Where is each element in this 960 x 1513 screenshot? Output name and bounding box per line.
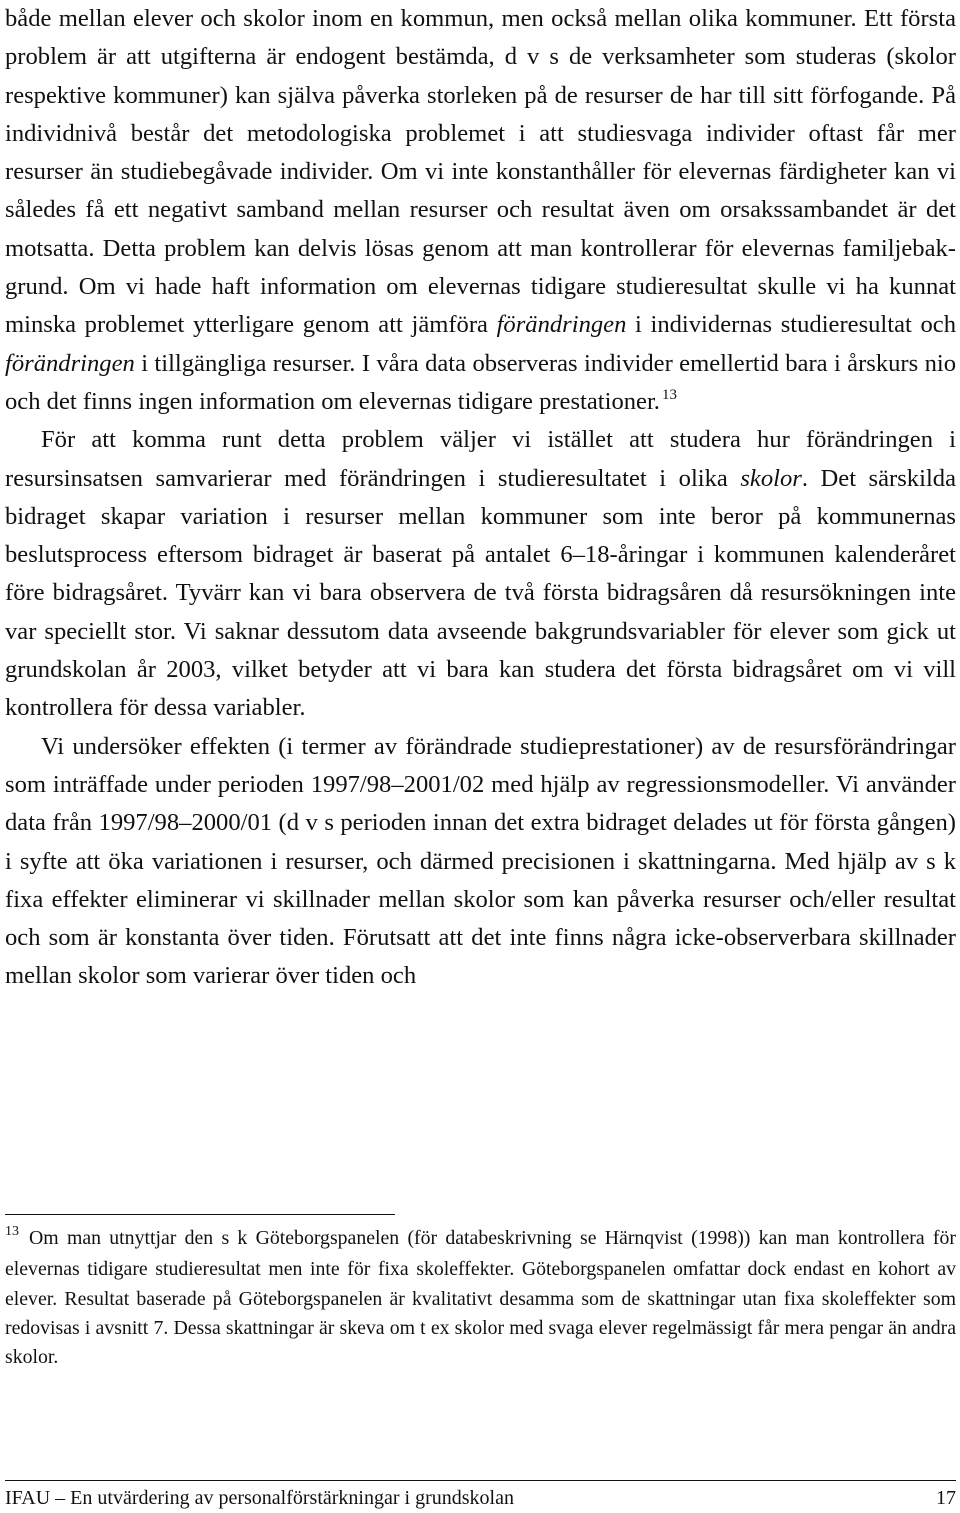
footnote-number: 13 bbox=[5, 1224, 19, 1239]
paragraph-1-tail: i tillgängliga resurser. I våra data observeras individer emellertid bara i årskurs nio och det finns ingen information om elevernas tidigare prestationer. bbox=[5, 349, 956, 415]
emphasis-forandringen-2: förändringen bbox=[5, 349, 135, 377]
paragraph-1-mid: i individernas studieresultat och bbox=[626, 311, 956, 339]
paragraph-2 bbox=[5, 421, 956, 727]
paragraph-1 bbox=[5, 0, 956, 421]
page-footer bbox=[5, 1486, 956, 1510]
document-page bbox=[5, 0, 956, 996]
footnotes bbox=[5, 1224, 956, 1372]
paragraph-3-text: Vi undersöker effekten (i termer av förändrade studieprestationer) av de resursförändringar som inträffade under perioden 1997/98–2001/02 med hjälp av regressionsmodeller. Vi använder data från 1997/98–2000/01 (d v s perioden innan det extra bidraget delades ut för första gången) i syfte att öka variationen i resurser, och därmed precisionen i skattningarna. Med hjälp av s k fixa effekter eliminerar vi skillnader mellan skolor som kan påverka resurser och/eller resultat och som är konstanta över tiden. Förutsatt att det inte finns några icke-observerbara skillnader mellan skolor som varierar över tiden och bbox=[5, 732, 956, 990]
footnote-text: Om man utnyttjar den s k Göteborgspanelen (för databeskrivning se Härnqvist (1998)) kan man kontrollera för elevernas tidigare studieresultat men inte för fixa skoleffekter. Göteborgspanelen omfattar dock endast en kohort av elever. Resultat baserade på Göteborgspanelen är kvalitativt desamma som de skattningar utan fixa skoleffekter som redovisas i avsnitt 7. Dessa skattningar är skeva om t ex skolor med svaga elever regelmässigt får mera pengar än andra skolor. bbox=[5, 1227, 956, 1369]
paragraph-1-text: både mellan elever och skolor inom en kommun, men också mellan olika kommuner. Ett första problem är att utgifterna är endogent bestämda, d v s de verksamheter som studeras (skolor respektive kommuner) kan själva påverka storleken på de resurser de har till sitt förfogande. På individnivå består det metodologiska problemet i att studiesvaga individer oftast får mer resurser än studiebegåvade individer. Om vi inte konstanthåller för elevernas färdigheter kan vi således få ett negativt samband mellan resurser och resultat även om orsakssambandet är det motsatta. Detta problem kan delvis lösas genom att man kontrollerar för elevernas familjebakgrund. Om vi hade haft information om elevernas tidigare studieresultat skulle vi ha kunnat minska problemet ytterligare genom att jämföra bbox=[5, 5, 956, 339]
footnote-separator bbox=[5, 1214, 395, 1215]
emphasis-forandringen-1: förändringen bbox=[496, 311, 627, 339]
footer-separator bbox=[5, 1480, 956, 1481]
paragraph-3 bbox=[5, 728, 956, 996]
footnote-reference[interactable]: 13 bbox=[661, 386, 677, 403]
paragraph-2-tail: . Det särskilda bidraget skapar variation i resurser mellan kommuner som inte beror på kommunernas beslutsprocess eftersom bidraget är baserat på antalet 6–18-åringar i kommunen kalenderåret före bidragsåret. Tyvärr kan vi bara observera de två första bidragsåren då resursökningen inte var speciellt stor. Vi saknar dessutom data avseende bakgrundsvariabler för elever som gick ut grundskolan år 2003, vilket betyder att vi bara kan studera det första bidragsåret om vi vill kontrollera för dessa variabler. bbox=[5, 464, 956, 722]
footnote-13 bbox=[5, 1224, 956, 1372]
body-text bbox=[5, 0, 956, 996]
page-number: 17 bbox=[936, 1487, 956, 1509]
paragraph-2-head: För att komma runt detta problem väljer vi istället att studera hur förändringen i resursinsatsen samvarierar med förändringen i studieresultatet i olika bbox=[5, 426, 956, 492]
emphasis-skolor: skolor bbox=[740, 464, 802, 492]
footer-title: IFAU – En utvärdering av personalförstärkningar i grundskolan bbox=[5, 1487, 514, 1509]
